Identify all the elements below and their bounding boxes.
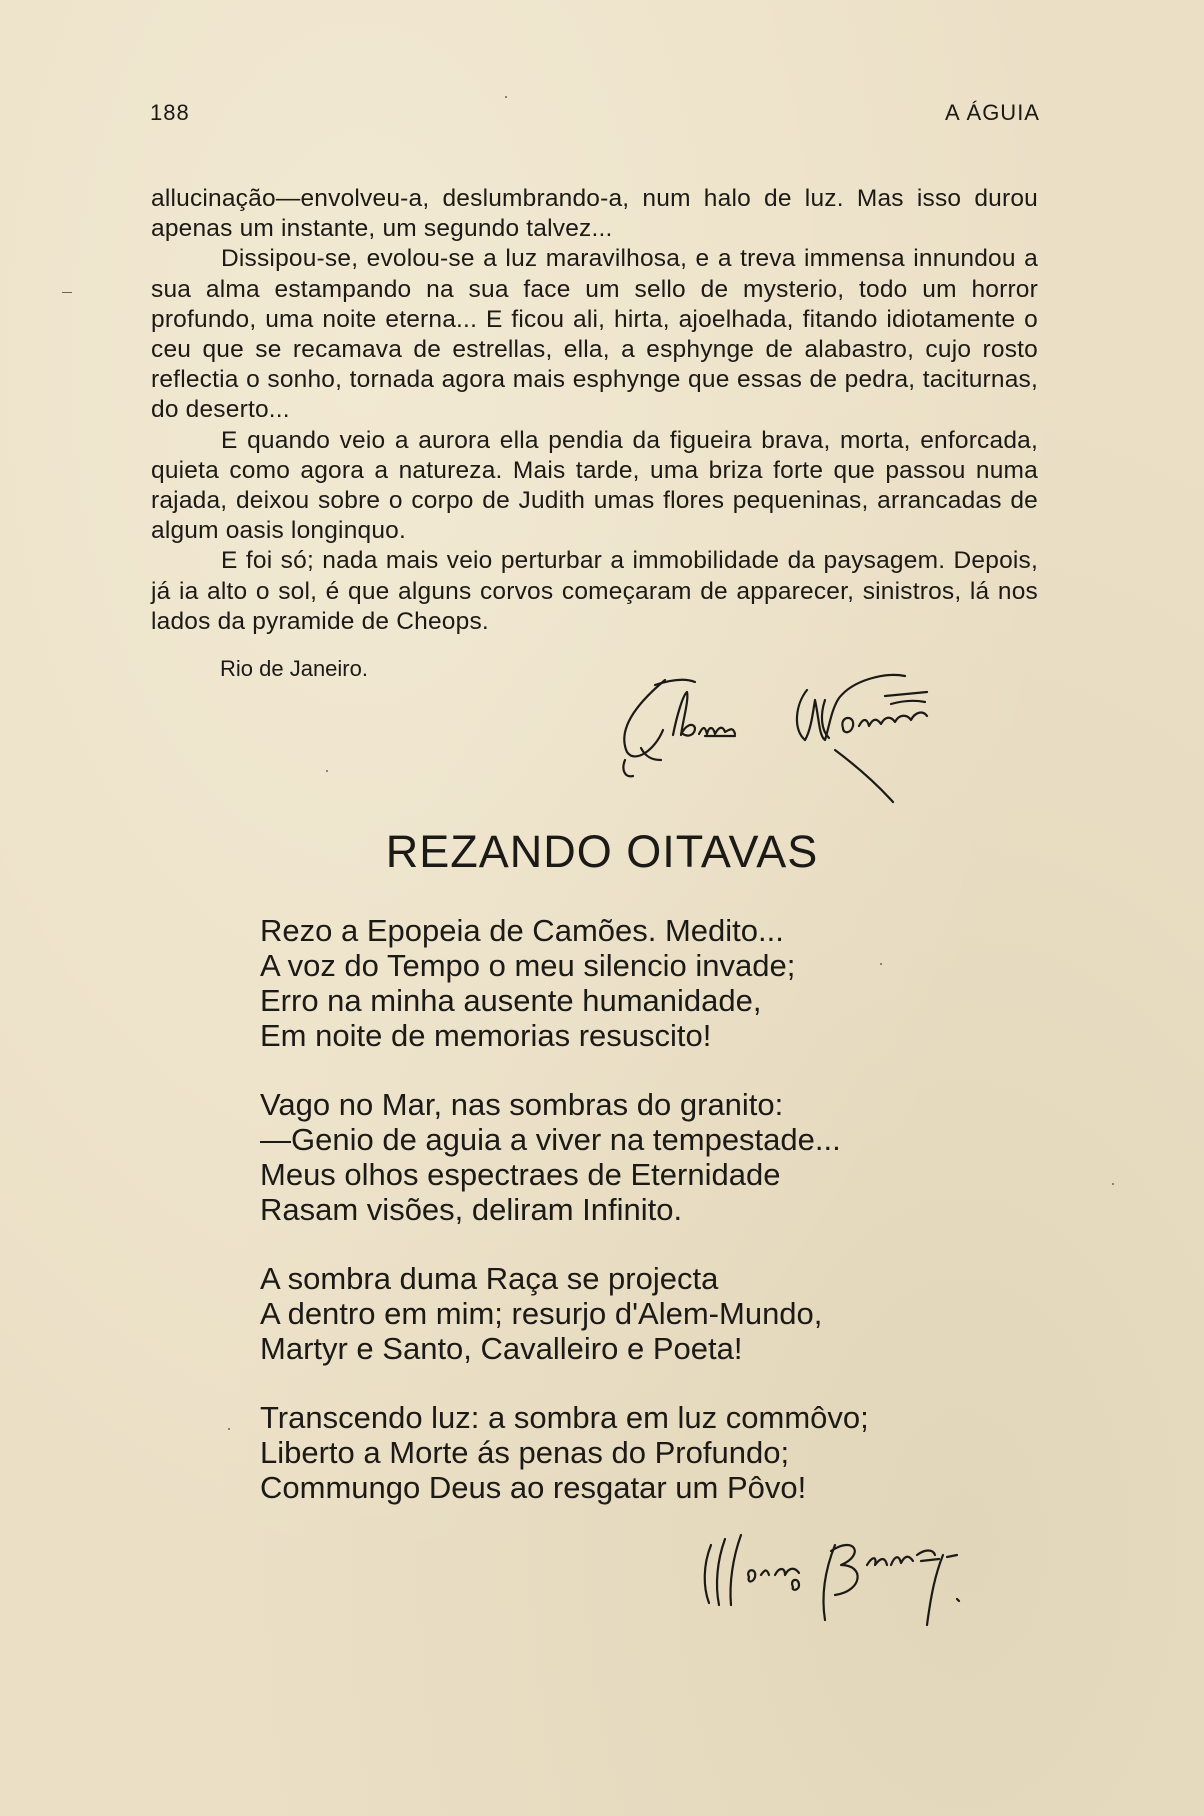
poem-line: —Genio de aguia a viver na tempestade... xyxy=(260,1122,841,1157)
paper-speck xyxy=(228,1428,230,1430)
poem-line: Vago no Mar, nas sombras do granito: xyxy=(260,1087,784,1122)
page-number: 188 xyxy=(150,100,190,125)
paragraph: allucinação—envolveu-a, deslumbrando-a, num halo de luz. Mas isso durou apenas um instante, um segundo talvez... xyxy=(151,185,1038,243)
poem-line: Rezo a Epopeia de Camões. Medito... xyxy=(260,913,784,948)
paper-speck xyxy=(1112,1183,1114,1185)
signature-image xyxy=(615,660,1035,810)
running-title: A ÁGUIA xyxy=(944,100,1040,125)
poem-line: Commungo Deus ao resgatar um Pôvo! xyxy=(260,1470,807,1505)
poem-line: A voz do Tempo o meu silencio invade; xyxy=(260,948,796,983)
poem-line: Erro na minha ausente humanidade, xyxy=(260,983,762,1018)
poem-line: Transcendo luz: a sombra em luz commôvo; xyxy=(260,1400,869,1435)
poem-stanza xyxy=(260,913,1040,1053)
poem-title: REZANDO OITAVAS xyxy=(385,826,819,877)
paragraph: Dissipou-se, evolou-se a luz maravilhosa, e a treva immensa innundou a sua alma estampando na sua face um sello de mysterio, todo um horror profundo, uma noite eterna... E ficou ali, hirta, ajoelhada, fitando idiotamente o ceu que se recamava de estrellas, ella, a esphynge de alabastro, cujo rosto reflectia o sonho, tornada agora mais esphynge que essas de pedra, taciturnas, do deserto... xyxy=(151,245,1038,424)
paper-speck xyxy=(326,770,328,772)
poem-stanza xyxy=(260,1087,1040,1227)
paper-speck xyxy=(880,963,882,965)
poem-line: Liberto a Morte ás penas do Profundo; xyxy=(260,1435,790,1470)
paper-speck xyxy=(62,292,72,293)
paragraph: E foi só; nada mais veio perturbar a immobilidade da paysagem. Depois, já ia alto o sol, é que alguns corvos começaram de apparecer, sinistros, lá nos lados da pyramide de Cheops. xyxy=(151,547,1038,635)
place-dateline: Rio de Janeiro. xyxy=(220,656,368,681)
page-header xyxy=(150,100,1040,130)
poem-line: A dentro em mim; resurjo d'Alem-Mundo, xyxy=(260,1296,823,1331)
poem-line: Martyr e Santo, Cavalleiro e Poeta! xyxy=(260,1331,743,1366)
poem-body xyxy=(260,913,1040,1539)
paper-speck xyxy=(505,96,507,98)
poem-line: A sombra duma Raça se projecta xyxy=(260,1261,719,1296)
prose-body xyxy=(151,184,1038,637)
poem-line: Em noite de memorias resuscito! xyxy=(260,1018,712,1053)
poem-line: Meus olhos espectraes de Eternidade xyxy=(260,1157,781,1192)
poem-stanza xyxy=(260,1261,1040,1366)
poem-stanza xyxy=(260,1400,1040,1505)
paragraph: E quando veio a aurora ella pendia da figueira brava, morta, enforcada, quieta como agora a natureza. Mais tarde, uma briza forte que passou numa rajada, deixou sobre o corpo de Judith umas flores pequeninas, arrancadas de algum oasis longinquo. xyxy=(151,426,1038,545)
poem-line: Rasam visões, deliram Infinito. xyxy=(260,1192,683,1227)
signature-image xyxy=(695,1525,1025,1635)
